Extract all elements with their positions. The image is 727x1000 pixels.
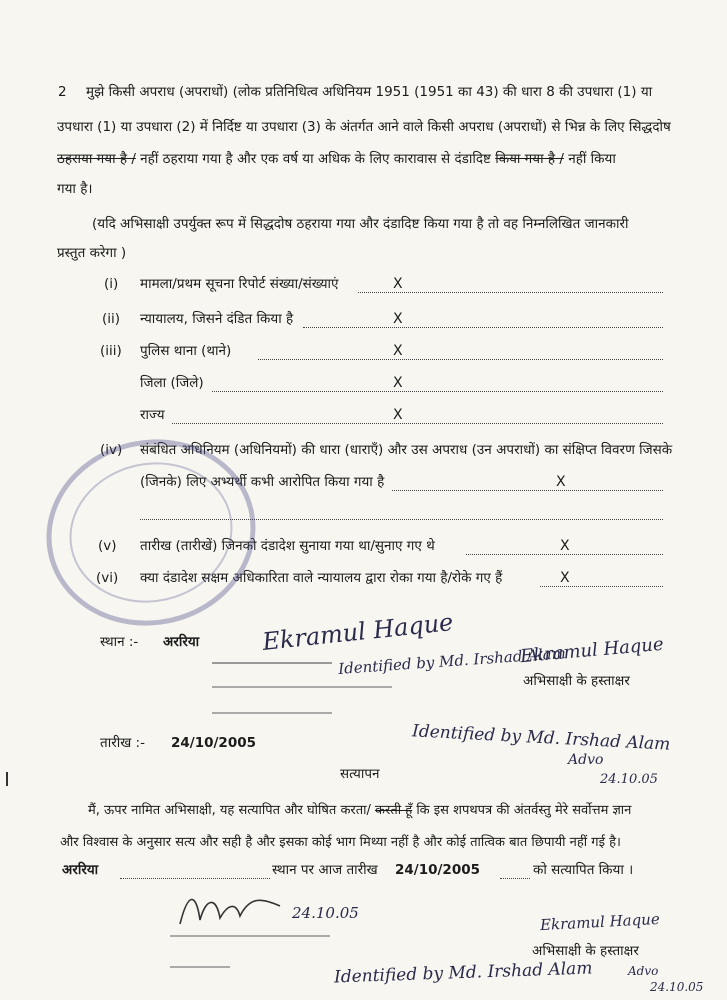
date-label: तारीख :- bbox=[100, 735, 145, 751]
faint-stamp-line bbox=[212, 712, 332, 714]
margin-mark bbox=[6, 772, 8, 786]
signature-label: अभिसाक्षी के हस्ताक्षर bbox=[523, 673, 630, 689]
note-line1: (यदि अभिसाक्षी उपर्युक्त रूप में सिद्धदोष ठहराया गया और दंडादिष्ट किया गया है तो वह निम्नलिखित जानकारी bbox=[92, 216, 629, 232]
verification-line2: और विश्वास के अनुसार सत्य और सही है और इसका कोई भाग मिथ्या नहीं है और कोई तात्विक बात छिपायी नहीं गई है। bbox=[60, 835, 621, 850]
item-number: (i) bbox=[104, 276, 119, 292]
verification-line1-start: मैं, ऊपर नामित अभिसाक्षी, यह सत्यापित और घोषित करता/ bbox=[88, 803, 371, 818]
verification-mid: स्थान पर आज तारीख bbox=[272, 862, 378, 878]
handwritten-signature: Ekramul Haque bbox=[539, 909, 661, 935]
item-number: (iii) bbox=[100, 343, 122, 359]
stamp-inner-ring bbox=[56, 447, 245, 617]
para2-line3-end: नहीं किया bbox=[568, 151, 616, 167]
item-label: पुलिस थाना (थाने) bbox=[140, 343, 232, 359]
handwritten-identifier: Identified by Md. Irshad Alam bbox=[333, 958, 593, 988]
item-value: X bbox=[560, 538, 570, 554]
item-iv-line2: (जिनके) लिए अभ्यर्थी कभी आरोपित किया गया है bbox=[140, 474, 385, 490]
place-value: अररिया bbox=[163, 634, 200, 650]
handwritten-date: 24.10.05 bbox=[650, 980, 704, 994]
fill-line bbox=[212, 391, 663, 392]
faint-stamp-line bbox=[212, 686, 392, 688]
item-number: (iv) bbox=[100, 442, 123, 458]
struck-text: ठहराया गया है / bbox=[57, 151, 136, 167]
faint-stamp-line bbox=[170, 935, 330, 937]
fill-line bbox=[500, 878, 530, 879]
date-value: 24/10/2005 bbox=[171, 735, 257, 751]
verification-end: को सत्यापित किया । bbox=[533, 862, 634, 878]
fill-line bbox=[358, 292, 663, 293]
fill-line bbox=[392, 490, 663, 491]
item-number: (vi) bbox=[96, 570, 119, 586]
handwritten-identifier: Identified by Md. Irshad Alam bbox=[337, 644, 567, 678]
para2-line3 bbox=[57, 153, 616, 167]
verification-line1 bbox=[88, 800, 631, 818]
item-iv-line1: संबंधित अधिनियम (अधिनियमों) की धारा (धाराएँ) और उस अपराध (उन अपराधों) का संक्षिप्त विवरण जिसके bbox=[140, 442, 673, 458]
item-value: X bbox=[560, 570, 570, 586]
faint-stamp-line bbox=[170, 966, 230, 968]
item-label: न्यायालय, जिसने दंडित किया है bbox=[140, 311, 294, 327]
verification-line1-end: कि इस शपथपत्र की अंतर्वस्तु मेरे सर्वोत्तम ज्ञान bbox=[416, 803, 632, 818]
para2-line3-mid: नहीं ठहराया गया है और एक वर्ष या अधिक के लिए कारावास से दंडादिष्ट bbox=[140, 151, 491, 167]
verification-heading: सत्यापन bbox=[340, 766, 380, 782]
handwritten-signature: Ekramul Haque bbox=[519, 633, 665, 668]
notary-signature-scribble bbox=[176, 886, 286, 932]
place-label: स्थान :- bbox=[100, 634, 139, 650]
item-value: X bbox=[393, 343, 403, 359]
handwritten-advocate: Advo bbox=[568, 752, 604, 768]
item-value: X bbox=[556, 474, 566, 490]
district-label: जिला (जिले) bbox=[140, 375, 204, 391]
fill-line bbox=[258, 359, 663, 360]
notary-date: 24.10.05 bbox=[292, 904, 359, 922]
struck-text: किया गया है / bbox=[495, 151, 564, 167]
fill-line bbox=[466, 554, 663, 555]
fill-line bbox=[120, 878, 270, 879]
item-number: (v) bbox=[98, 538, 117, 554]
fill-line bbox=[540, 586, 663, 587]
verification-place: अररिया bbox=[62, 862, 99, 878]
item-number: (ii) bbox=[102, 311, 121, 327]
handwritten-signature: Ekramul Haque bbox=[261, 608, 455, 656]
item-value: X bbox=[393, 276, 403, 292]
verification-date: 24/10/2005 bbox=[395, 862, 481, 878]
district-value: X bbox=[393, 375, 403, 391]
fill-line bbox=[303, 327, 663, 328]
state-label: राज्य bbox=[140, 407, 165, 423]
item-value: X bbox=[393, 311, 403, 327]
handwritten-advocate: Advo bbox=[628, 964, 659, 978]
signature-label: अभिसाक्षी के हस्ताक्षर bbox=[532, 943, 639, 959]
para2-line1: मुझे किसी अपराध (अपराधों) (लोक प्रतिनिधित्व अधिनियम 1951 (1951 का 43) की धारा 8 की उपधारा (1) या bbox=[86, 84, 653, 100]
struck-text: करती हूँ bbox=[375, 803, 413, 818]
faint-stamp-line bbox=[212, 662, 332, 664]
handwritten-identifier: Identified by Md. Irshad Alam bbox=[411, 721, 671, 755]
state-value: X bbox=[393, 407, 403, 423]
fill-line bbox=[172, 423, 663, 424]
handwritten-date: 24.10.05 bbox=[600, 772, 658, 787]
item-label: क्या दंडादेश सक्षम अधिकारिता वाले न्यायालय द्वारा रोका गया है/रोके गए हैं bbox=[140, 570, 503, 586]
para2-line4: गया है। bbox=[57, 181, 93, 197]
para-number: 2 bbox=[58, 84, 67, 100]
item-label: मामला/प्रथम सूचना रिपोर्ट संख्या/संख्याएं bbox=[140, 276, 339, 292]
note-line2: प्रस्तुत करेगा ) bbox=[57, 245, 127, 261]
item-label: तारीख (तारीखें) जिनको दंडादेश सुनाया गया था/सुनाए गए थे bbox=[140, 538, 435, 554]
para2-line2: उपधारा (1) या उपधारा (2) में निर्दिष्ट या उपधारा (3) के अंतर्गत आने वाले किसी अपराध (अपराधों) से भिन्न के लिए सिद्धदोष bbox=[57, 119, 671, 135]
